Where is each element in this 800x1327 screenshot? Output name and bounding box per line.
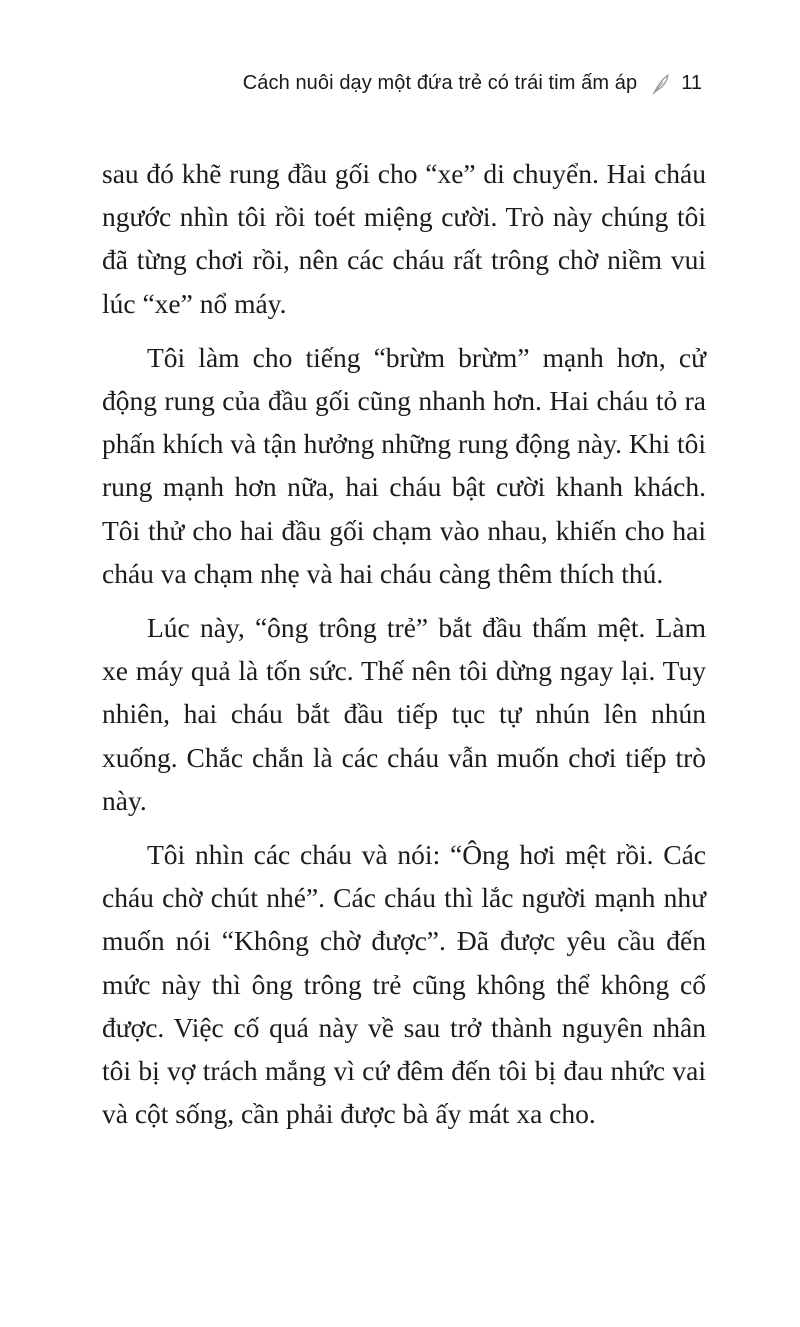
feather-quill-icon (651, 73, 671, 95)
paragraph-2: Tôi làm cho tiếng “brừm brừm” mạnh hơn, cử động rung của đầu gối cũng nhanh hơn. Hai cháu tỏ ra phấn khích và tận hưởng những rung động này. Khi tôi rung mạnh hơn nữa, hai cháu bật cười khanh khách. Tôi thử cho hai đầu gối chạm vào nhau, khiến cho hai cháu va chạm nhẹ và hai cháu càng thêm thích thú. (102, 341, 706, 589)
running-header (243, 72, 702, 95)
paragraph-3: Lúc này, “ông trông trẻ” bắt đầu thấm mệt. Làm xe máy quả là tốn sức. Thế nên tôi dừng ngay lại. Tuy nhiên, hai cháu bắt đầu tiếp tục tự nhún lên nhún xuống. Chắc chắn là các cháu vẫn muốn chơi tiếp trò này. (102, 612, 706, 816)
running-title: Cách nuôi dạy một đứa trẻ có trái tim ấm áp (242, 72, 638, 94)
paragraph-1: sau đó khẽ rung đầu gối cho “xe” di chuyển. Hai cháu ngước nhìn tôi rồi toét miệng cười. Trò này chúng tôi đã từng chơi rồi, nên các cháu rất trông chờ niềm vui lúc “xe” nổ máy. (102, 158, 706, 319)
paragraph-4: Tôi nhìn các cháu và nói: “Ông hơi mệt rồi. Các cháu chờ chút nhé”. Các cháu thì lắc người mạnh như muốn nói “Không chờ được”. Đã được yêu cầu đến mức này thì ông trông trẻ cũng không thể không cố được. Việc cố quá này về sau trở thành nguyên nhân tôi bị vợ trách mắng vì cứ đêm đến tôi bị đau nhức vai và cột sống, cần phải được bà ấy mát xa cho. (102, 839, 706, 1130)
page-number: 11 (681, 72, 702, 94)
body-text (102, 152, 706, 1146)
